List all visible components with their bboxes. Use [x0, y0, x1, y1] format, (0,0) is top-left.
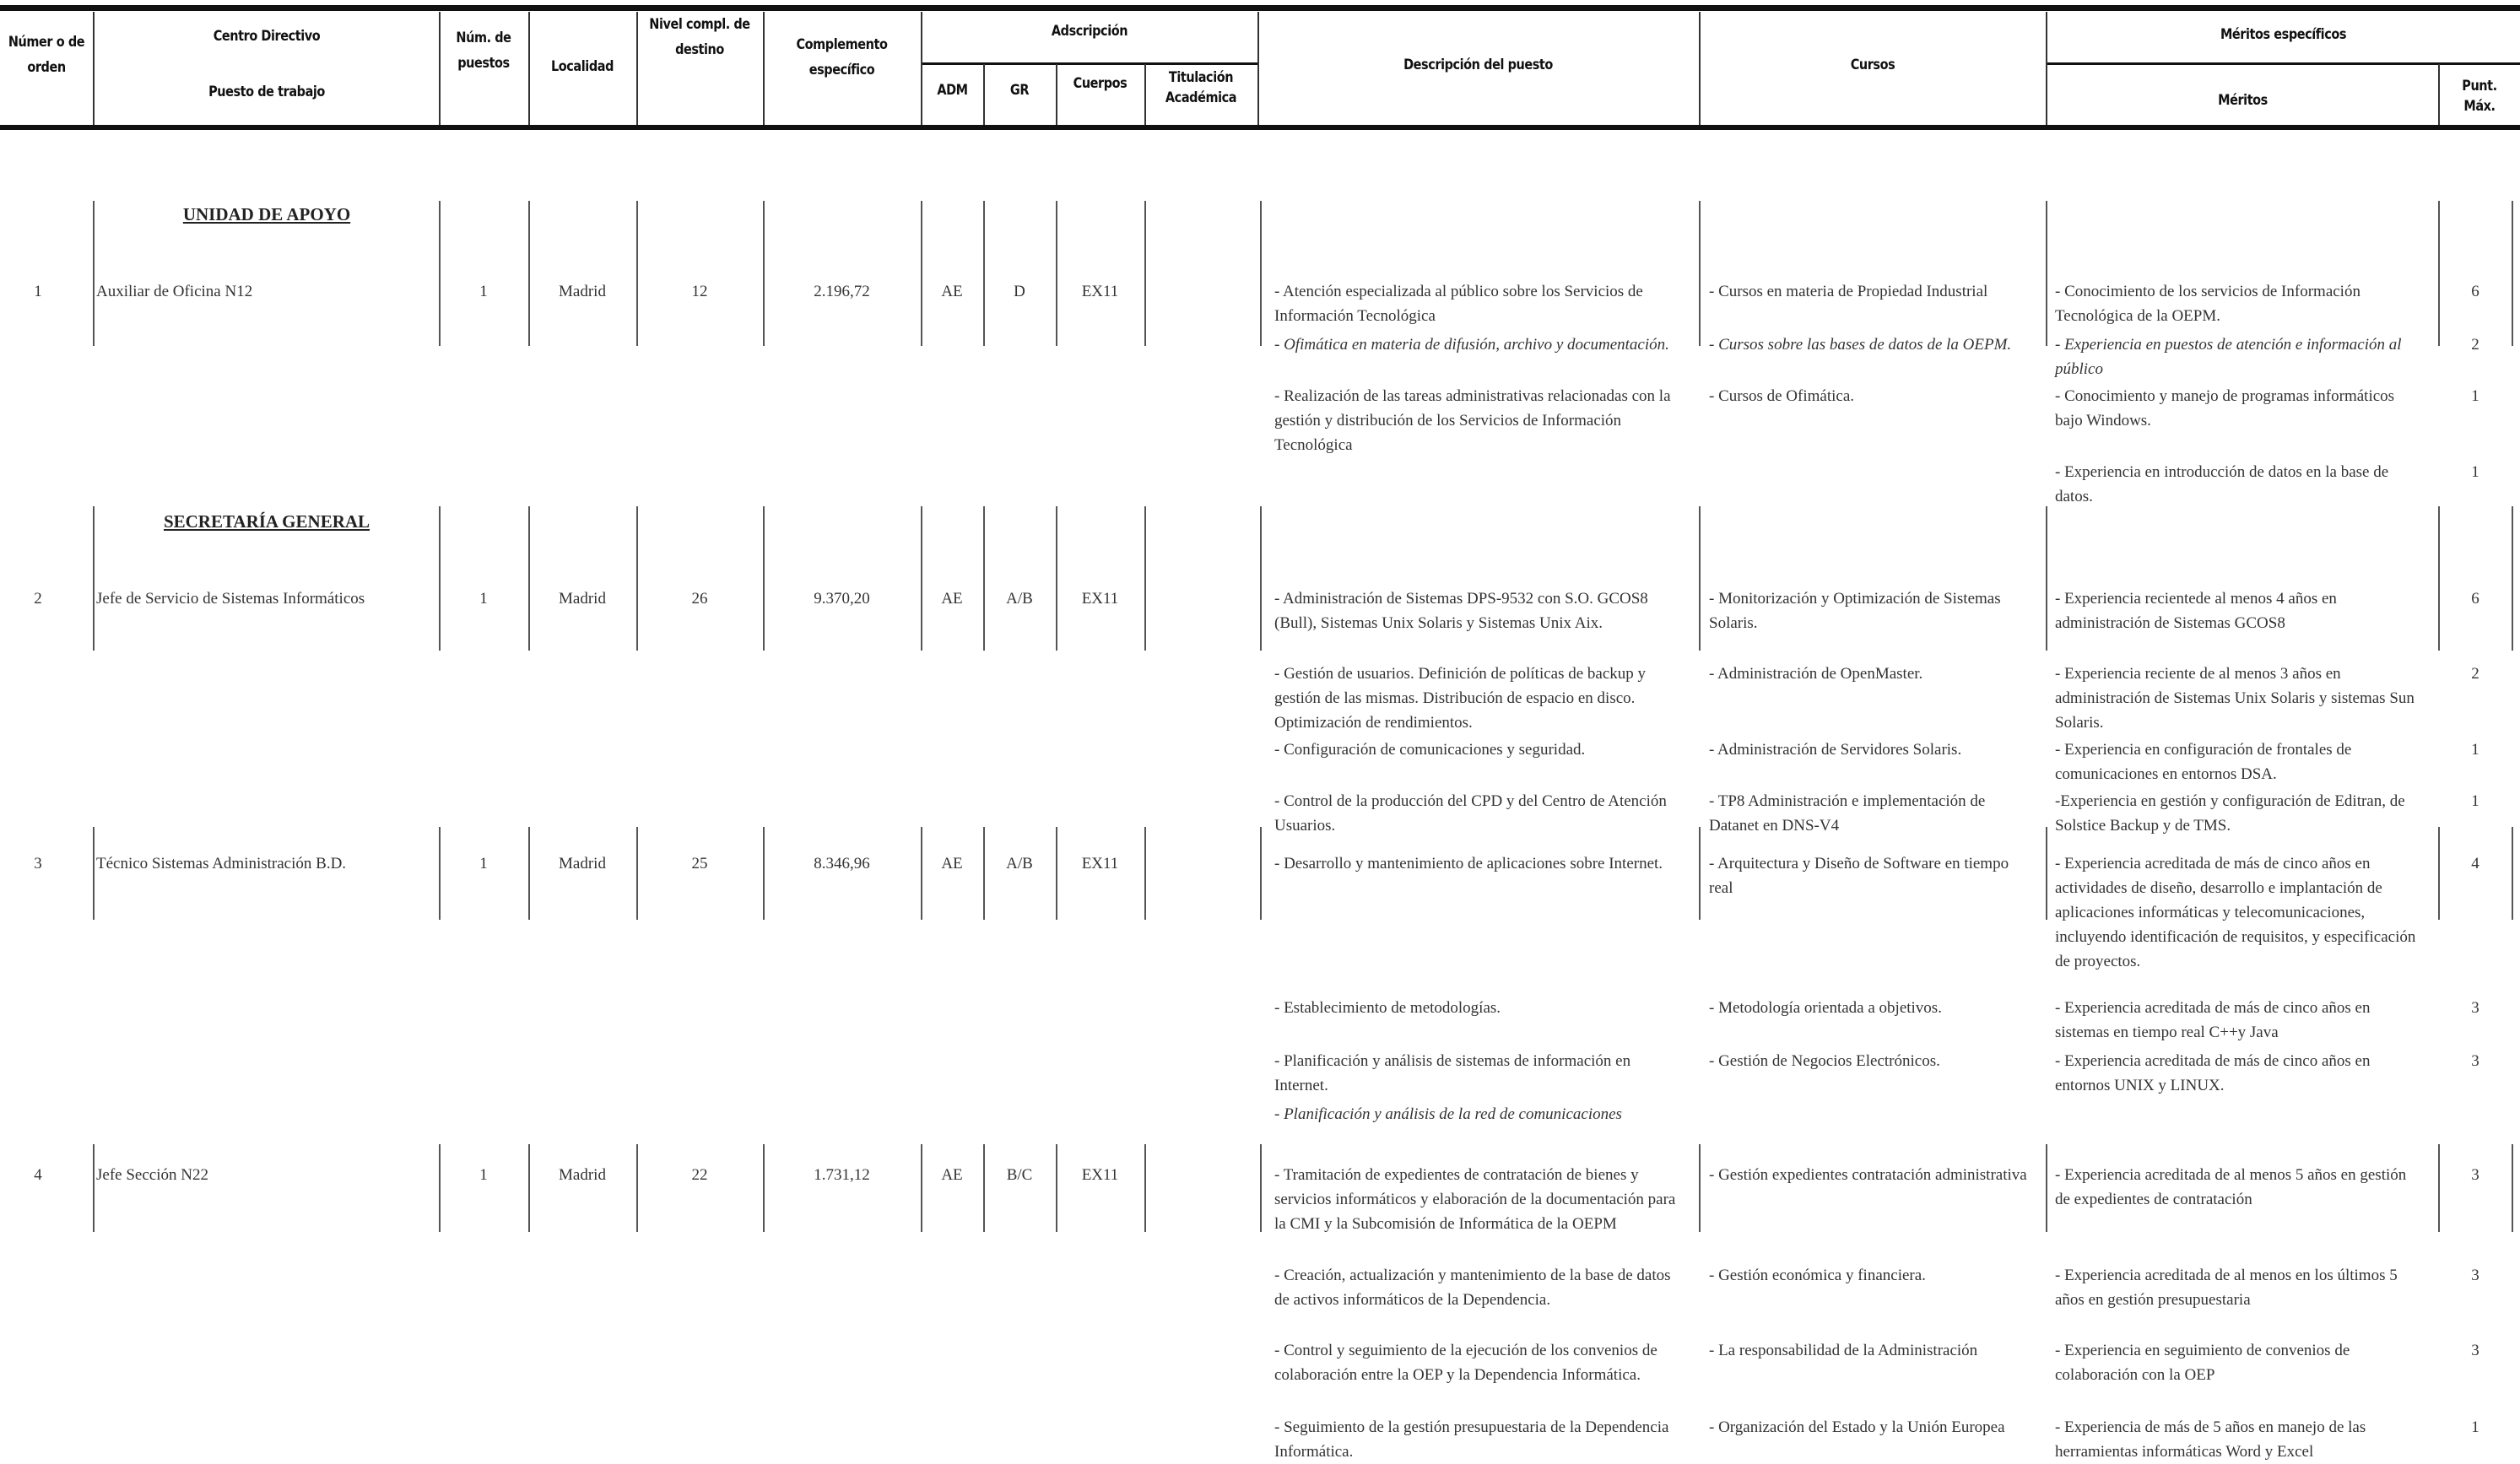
- merito-item: - Experiencia reciente de al menos 3 años en administración de Sistemas Unix Solaris y sistemas Sun Solaris.: [2055, 665, 2415, 732]
- puntuacion-maxima: 2: [2471, 665, 2479, 683]
- descripcion-item: - Planificación y análisis de la red de comunicaciones: [1274, 1105, 1622, 1123]
- row-divider: [983, 1144, 985, 1232]
- curso-item: - Monitorización y Optimización de Sistemas Solaris.: [1709, 590, 2001, 632]
- descripcion-item: - Atención especializada al público sobre los Servicios de Información Tecnológica: [1274, 283, 1643, 325]
- curso-item: - Gestión económica y financiera.: [1709, 1267, 1926, 1284]
- gr: A/B: [1006, 590, 1033, 608]
- puntuacion-maxima: 2: [2471, 336, 2479, 354]
- header-gr: GR: [1009, 82, 1030, 99]
- row-divider: [2512, 201, 2513, 346]
- puntuacion-maxima: 1: [2471, 792, 2479, 810]
- row-divider: [2438, 201, 2440, 346]
- puntuacion-maxima: 4: [2471, 855, 2479, 872]
- nivel: 22: [691, 1166, 708, 1184]
- row-divider: [921, 201, 922, 346]
- descripcion-item: - Configuración de comunicaciones y seguridad.: [1274, 741, 1586, 759]
- column-divider: [1699, 12, 1701, 125]
- descripcion-item: - Control de la producción del CPD y del Centro de Atención Usuarios.: [1274, 792, 1667, 835]
- num-puestos: 1: [479, 590, 488, 608]
- descripcion-item: - Seguimiento de la gestión presupuestaria de la Dependencia Informática.: [1274, 1418, 1669, 1461]
- row-number: 2: [34, 590, 42, 608]
- header-num-puestos: Núm. de puestos: [456, 30, 511, 72]
- puesto-name: Auxiliar de Oficina N12: [96, 283, 253, 300]
- curso-item: - Arquitectura y Diseño de Software en tiempo real: [1709, 855, 2009, 897]
- puntuacion-maxima: 3: [2471, 1267, 2479, 1284]
- row-divider: [2512, 1144, 2513, 1232]
- complemento: 9.370,20: [814, 590, 870, 608]
- column-divider: [983, 64, 985, 125]
- column-divider: [2438, 64, 2440, 125]
- row-divider: [1056, 201, 1057, 346]
- localidad: Madrid: [559, 283, 606, 300]
- row-divider: [1056, 506, 1057, 651]
- row-divider: [2438, 506, 2440, 651]
- descripcion-item: - Ofimática en materia de difusión, archivo y documentación.: [1274, 336, 1669, 354]
- header-adm: ADM: [937, 82, 968, 99]
- curso-item: - Cursos sobre las bases de datos de la OEPM.: [1709, 336, 2012, 354]
- row-divider: [1144, 827, 1146, 920]
- column-divider: [1144, 64, 1146, 125]
- row-divider: [983, 506, 985, 651]
- curso-item: - Administración de OpenMaster.: [1709, 665, 1923, 683]
- merito-item: - Conocimiento de los servicios de Información Tecnológica de la OEPM.: [2055, 283, 2360, 325]
- section-title: SECRETARÍA GENERAL: [163, 511, 370, 532]
- descripcion-item: - Creación, actualización y mantenimiento de la base de datos de activos informáticos de la Dependencia.: [1274, 1267, 1671, 1309]
- column-divider: [1257, 12, 1259, 125]
- column-divider: [2046, 12, 2047, 125]
- puntuacion-maxima: 3: [2471, 1166, 2479, 1184]
- descripcion-item: - Tramitación de expedientes de contratación de bienes y servicios informáticos y elaboración de la documentación para la CMI y la Subcomisión de Informática de la OEPM: [1274, 1166, 1676, 1233]
- merito-item: - Experiencia en configuración de frontales de comunicaciones en entornos DSA.: [2055, 741, 2352, 783]
- column-divider: [636, 12, 638, 125]
- puntuacion-maxima: 6: [2471, 590, 2479, 608]
- row-divider: [1144, 201, 1146, 346]
- row-divider: [439, 1144, 441, 1232]
- row-divider: [1260, 201, 1262, 346]
- row-divider: [2046, 506, 2047, 651]
- curso-item: - Cursos de Ofimática.: [1709, 387, 1855, 405]
- puntuacion-maxima: 1: [2471, 387, 2479, 405]
- column-divider: [528, 12, 530, 125]
- column-divider: [763, 12, 765, 125]
- row-divider: [528, 201, 530, 346]
- row-divider: [2512, 506, 2513, 651]
- row-divider: [983, 201, 985, 346]
- row-divider: [2512, 827, 2513, 920]
- row-divider: [1699, 201, 1701, 346]
- row-divider: [528, 506, 530, 651]
- row-divider: [2046, 827, 2047, 920]
- row-divider: [1260, 1144, 1262, 1232]
- row-divider: [1699, 506, 1701, 651]
- row-divider: [528, 1144, 530, 1232]
- row-divider: [439, 201, 441, 346]
- header-localidad: Localidad: [551, 58, 614, 75]
- gr: A/B: [1006, 855, 1033, 872]
- nivel: 25: [691, 855, 708, 872]
- header-meritos: Méritos: [2218, 92, 2268, 109]
- complemento: 8.346,96: [814, 855, 870, 872]
- adm: AE: [941, 590, 963, 608]
- row-divider: [2046, 1144, 2047, 1232]
- num-puestos: 1: [479, 283, 488, 300]
- row-divider: [93, 506, 95, 651]
- header-nivel: Nivel compl. de destino: [649, 16, 750, 58]
- adm: AE: [941, 855, 963, 872]
- puesto-name: Jefe Sección N22: [96, 1166, 208, 1184]
- curso-item: - Administración de Servidores Solaris.: [1709, 741, 1962, 759]
- merito-item: - Experiencia en introducción de datos en la base de datos.: [2055, 463, 2389, 505]
- merito-item: - Experiencia acreditada de más de cinco años en sistemas en tiempo real C++y Java: [2055, 999, 2371, 1041]
- merito-item: - Experiencia de más de 5 años en manejo de las herramientas informáticas Word y Excel: [2055, 1418, 2366, 1461]
- row-divider: [763, 201, 765, 346]
- nivel: 26: [691, 590, 708, 608]
- row-divider: [636, 1144, 638, 1232]
- merito-item: - Experiencia en puestos de atención e información al público: [2055, 336, 2402, 378]
- row-divider: [2438, 1144, 2440, 1232]
- curso-item: - La responsabilidad de la Administración: [1709, 1342, 1978, 1359]
- header-meritos-especificos: Méritos específicos: [2220, 26, 2347, 43]
- localidad: Madrid: [559, 1166, 606, 1184]
- adscripcion-subrule: [922, 62, 1257, 65]
- header-adscripcion: Adscripción: [1051, 23, 1128, 40]
- header-descripcion: Descripción del puesto: [1403, 57, 1553, 73]
- column-divider: [93, 12, 95, 125]
- cuerpos: EX11: [1081, 590, 1119, 608]
- header-cursos: Cursos: [1850, 57, 1895, 73]
- header-numero: Númer o de orden: [8, 34, 85, 76]
- gr: B/C: [1006, 1166, 1033, 1184]
- row-divider: [763, 506, 765, 651]
- num-puestos: 1: [479, 855, 488, 872]
- curso-item: - Metodología orientada a objetivos.: [1709, 999, 1942, 1017]
- header-punt: Punt. Máx.: [2462, 78, 2497, 115]
- complemento: 2.196,72: [814, 283, 870, 300]
- descripcion-item: - Gestión de usuarios. Definición de políticas de backup y gestión de las mismas. Distribución de espacio en disco. Optimización de rendimientos.: [1274, 665, 1647, 732]
- descripcion-item: - Control y seguimiento de la ejecución de los convenios de colaboración entre la OEP y la Dependencia Informática.: [1274, 1342, 1657, 1384]
- row-divider: [1144, 506, 1146, 651]
- merito-item: - Experiencia acreditada de más de cinco años en entornos UNIX y LINUX.: [2055, 1052, 2371, 1094]
- curso-item: - Gestión expedientes contratación administrativa: [1709, 1166, 2027, 1184]
- row-divider: [921, 1144, 922, 1232]
- header-titulacion: Titulación Académica: [1165, 69, 1237, 106]
- complemento: 1.731,12: [814, 1166, 870, 1184]
- adm: AE: [941, 1166, 963, 1184]
- curso-item: - TP8 Administración e implementación de Datanet en DNS-V4: [1709, 792, 1986, 835]
- num-puestos: 1: [479, 1166, 488, 1184]
- row-divider: [439, 506, 441, 651]
- descripcion-item: - Establecimiento de metodologías.: [1274, 999, 1501, 1017]
- row-number: 4: [34, 1166, 42, 1184]
- puesto-name: Técnico Sistemas Administración B.D.: [96, 855, 347, 872]
- curso-item: - Organización del Estado y la Unión Europea: [1709, 1418, 2005, 1436]
- puesto-name: Jefe de Servicio de Sistemas Informáticos: [96, 590, 365, 608]
- merito-item: - Conocimiento y manejo de programas informáticos bajo Windows.: [2055, 387, 2395, 429]
- puntuacion-maxima: 3: [2471, 999, 2479, 1017]
- gr: D: [1014, 283, 1025, 300]
- puntuacion-maxima: 6: [2471, 283, 2479, 300]
- descripcion-item: - Realización de las tareas administrativas relacionadas con la gestión y distribución de los Servicios de Información Tecnológica: [1274, 387, 1671, 454]
- header-top-rule: [0, 5, 2520, 11]
- puntuacion-maxima: 3: [2471, 1342, 2479, 1359]
- header-puesto: Puesto de trabajo: [208, 84, 325, 100]
- cuerpos: EX11: [1081, 283, 1119, 300]
- row-number: 1: [34, 283, 42, 300]
- descripcion-item: - Planificación y análisis de sistemas de información en Internet.: [1274, 1052, 1631, 1094]
- row-divider: [2046, 201, 2047, 346]
- cuerpos: EX11: [1081, 1166, 1119, 1184]
- row-divider: [1699, 827, 1701, 920]
- descripcion-item: - Desarrollo y mantenimiento de aplicaciones sobre Internet.: [1274, 855, 1663, 872]
- column-divider: [1056, 64, 1057, 125]
- row-divider: [763, 1144, 765, 1232]
- row-divider: [1699, 1144, 1701, 1232]
- merito-item: - Experiencia acreditada de al menos en los últimos 5 años en gestión presupuestaria: [2055, 1267, 2398, 1309]
- header-bottom-rule: [0, 125, 2520, 130]
- merito-item: - Experiencia recientede al menos 4 años en administración de Sistemas GCOS8: [2055, 590, 2337, 632]
- puntuacion-maxima: 3: [2471, 1052, 2479, 1070]
- row-divider: [1260, 827, 1262, 920]
- puntuacion-maxima: 1: [2471, 463, 2479, 481]
- curso-item: - Gestión de Negocios Electrónicos.: [1709, 1052, 1940, 1070]
- header-complemento: Complemento específico: [796, 36, 888, 78]
- meritos-subrule: [2047, 62, 2520, 65]
- row-divider: [921, 506, 922, 651]
- puntuacion-maxima: 1: [2471, 1418, 2479, 1436]
- row-divider: [93, 201, 95, 346]
- row-divider: [636, 506, 638, 651]
- merito-item: -Experiencia en gestión y configuración de Editran, de Solstice Backup y de TMS.: [2055, 792, 2405, 835]
- adm: AE: [941, 283, 963, 300]
- header-cuerpos: Cuerpos: [1073, 75, 1128, 92]
- merito-item: - Experiencia acreditada de al menos 5 años en gestión de expedientes de contratación: [2055, 1166, 2407, 1208]
- row-divider: [93, 827, 95, 920]
- localidad: Madrid: [559, 855, 606, 872]
- descripcion-item: - Administración de Sistemas DPS-9532 con S.O. GCOS8 (Bull), Sistemas Unix Solaris y Sistemas Unix Aix.: [1274, 590, 1648, 632]
- cuerpos: EX11: [1081, 855, 1119, 872]
- row-divider: [1260, 506, 1262, 651]
- merito-item: - Experiencia en seguimiento de convenios de colaboración con la OEP: [2055, 1342, 2350, 1384]
- nivel: 12: [691, 283, 708, 300]
- row-divider: [1144, 1144, 1146, 1232]
- localidad: Madrid: [559, 590, 606, 608]
- column-divider: [439, 12, 441, 125]
- column-divider: [921, 12, 922, 125]
- header-centro: Centro Directivo: [213, 28, 321, 45]
- section-title: UNIDAD DE APOYO: [182, 204, 351, 224]
- row-number: 3: [34, 855, 42, 872]
- row-divider: [636, 201, 638, 346]
- puntuacion-maxima: 1: [2471, 741, 2479, 759]
- row-divider: [93, 1144, 95, 1232]
- merito-item: - Experiencia acreditada de más de cinco años en actividades de diseño, desarrollo e implantación de aplicaciones informáticas y telecomunicaciones, incluyendo identificación de requisitos, y especificación de proyectos.: [2055, 855, 2416, 970]
- curso-item: - Cursos en materia de Propiedad Industrial: [1709, 283, 1988, 300]
- row-divider: [1056, 1144, 1057, 1232]
